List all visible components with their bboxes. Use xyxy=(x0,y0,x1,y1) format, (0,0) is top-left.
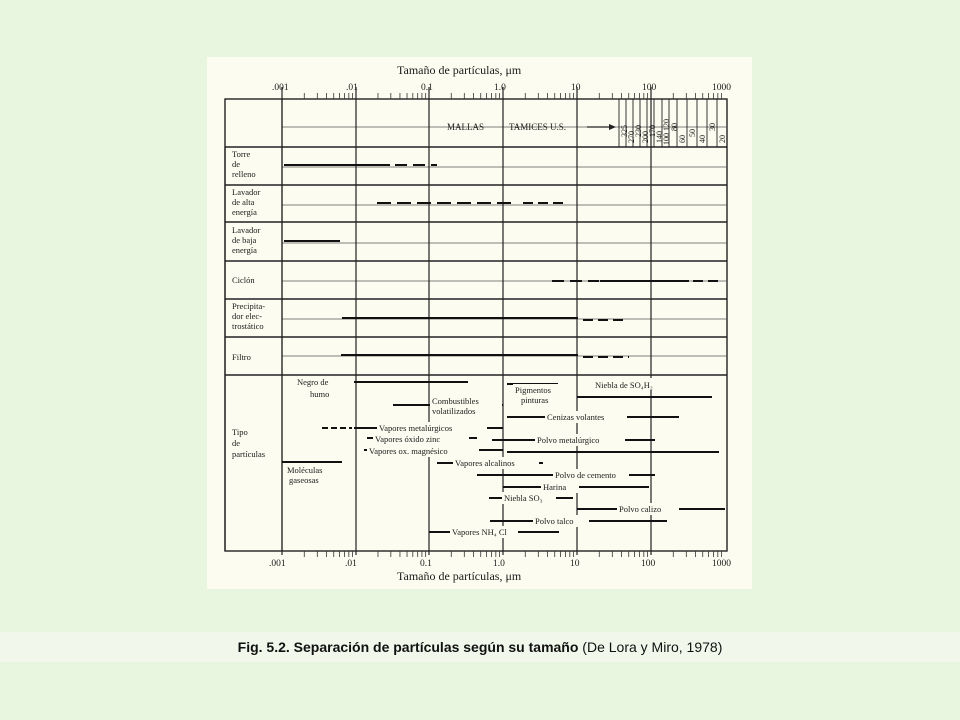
row-sub-lines xyxy=(282,127,727,356)
mesh-value: 325 xyxy=(620,125,629,137)
particle-label: Cenizas volantes xyxy=(547,412,605,422)
row-label-lavador-alta: energía xyxy=(232,207,257,217)
particle-label: Moléculas xyxy=(287,465,323,475)
mesh-value: 30 xyxy=(708,123,717,131)
row-label-torre: de xyxy=(232,159,241,169)
particle-label: volatilizados xyxy=(432,406,476,416)
row-label-precipitador: dor elec- xyxy=(232,311,262,321)
bottom-tick-labels xyxy=(269,559,731,569)
row-label-lavador-alta: Lavador xyxy=(232,187,261,197)
tick-label: .01 xyxy=(346,83,358,93)
tick-label: 0.1 xyxy=(420,559,432,569)
top-minor-ticks xyxy=(304,93,721,99)
particle-label: Pigmentos xyxy=(515,385,551,395)
mesh-values xyxy=(620,119,727,145)
row-label-lavador-baja: de baja xyxy=(232,235,257,245)
particle-label: Harina xyxy=(543,482,567,492)
equipment-labels xyxy=(232,149,265,459)
tick-label: 1.0 xyxy=(494,83,506,93)
particle-label: Polvo talco xyxy=(535,516,574,526)
tick-label: .001 xyxy=(272,83,289,93)
mesh-value: 270 xyxy=(627,131,636,143)
particle-label: Vapores ox. magnésico xyxy=(369,446,448,456)
row-label-precipitador: trostático xyxy=(232,321,264,331)
tick-label: .001 xyxy=(269,559,286,569)
mesh-value: 50 xyxy=(688,129,697,137)
mesh-mallas-label: MALLAS xyxy=(447,122,485,132)
particle-label: Vapores óxido zinc xyxy=(375,434,441,444)
mesh-value: 40 xyxy=(698,135,707,143)
axis-title-bottom: Tamaño de partículas, μm xyxy=(397,569,522,583)
tick-label: 10 xyxy=(570,559,580,569)
particle-label: Niebla de SO₄H₂ xyxy=(595,380,653,390)
row-label-lavador-baja: energía xyxy=(232,245,257,255)
mesh-value: 20 xyxy=(718,135,727,143)
particle-size-figure xyxy=(207,57,752,589)
mesh-value: 170 xyxy=(648,125,657,137)
axis-title-top: Tamaño de partículas, μm xyxy=(397,63,522,77)
particle-label: Polvo metalúrgico xyxy=(537,435,600,445)
particle-label: Niebla SO₃ xyxy=(504,493,543,503)
tick-label: 1000 xyxy=(712,83,731,93)
row-label-ciclon: Ciclón xyxy=(232,275,255,285)
row-label-lavador-baja: Lavador xyxy=(232,225,261,235)
tick-label: 100 xyxy=(641,559,656,569)
mesh-value: 60 xyxy=(678,135,687,143)
tick-label: 100 xyxy=(642,83,657,93)
particle-label: Vapores NH₄ Cl xyxy=(452,527,507,537)
row-label-torre: Torre xyxy=(232,149,251,159)
section-label-particulas: partículas xyxy=(232,449,266,459)
row-label-precipitador: Precipita- xyxy=(232,301,266,311)
particle-label: Vapores metalúrgicos xyxy=(379,423,453,433)
particle-size-chart xyxy=(207,57,752,589)
mesh-tamices-label: TAMICES U.S. xyxy=(509,122,567,132)
section-label-particulas: de xyxy=(232,438,241,448)
particle-label: pinturas xyxy=(521,395,549,405)
mesh-value: 120 xyxy=(662,119,671,131)
particle-labels xyxy=(287,377,679,538)
mesh-value: 80 xyxy=(670,123,679,131)
mesh-value: 230 xyxy=(634,125,643,137)
caption-source: (De Lora y Miro, 1978) xyxy=(578,639,723,655)
particle-label: gaseosas xyxy=(289,475,319,485)
section-label-particulas: Tipo xyxy=(232,427,248,437)
row-label-filtro: Filtro xyxy=(232,352,251,362)
particle-label: Polvo calizo xyxy=(619,504,662,514)
tick-label: 10 xyxy=(571,83,581,93)
mesh-value: 140 xyxy=(655,131,664,143)
tick-label: .01 xyxy=(345,559,357,569)
mesh-arrow-head xyxy=(609,124,616,130)
bottom-minor-ticks xyxy=(304,551,721,557)
tick-label: 1000 xyxy=(712,559,731,569)
particle-label: Vapores alcalinos xyxy=(455,458,515,468)
top-tick-labels xyxy=(272,83,731,93)
figure-caption xyxy=(0,632,960,662)
particle-label: Negro de xyxy=(297,377,329,387)
tick-label: 0.1 xyxy=(421,83,433,93)
mesh-value: 100 xyxy=(662,133,671,145)
row-label-torre: relleno xyxy=(232,169,256,179)
particle-label: humo xyxy=(310,389,330,399)
row-label-lavador-alta: de alta xyxy=(232,197,255,207)
mesh-value: 200 xyxy=(641,131,650,143)
particle-label: Polvo de cemento xyxy=(555,470,616,480)
caption-bold: Fig. 5.2. Separación de partículas según su tamaño xyxy=(237,639,579,655)
particle-label: Combustibles xyxy=(432,396,479,406)
tick-label: 1.0 xyxy=(493,559,505,569)
